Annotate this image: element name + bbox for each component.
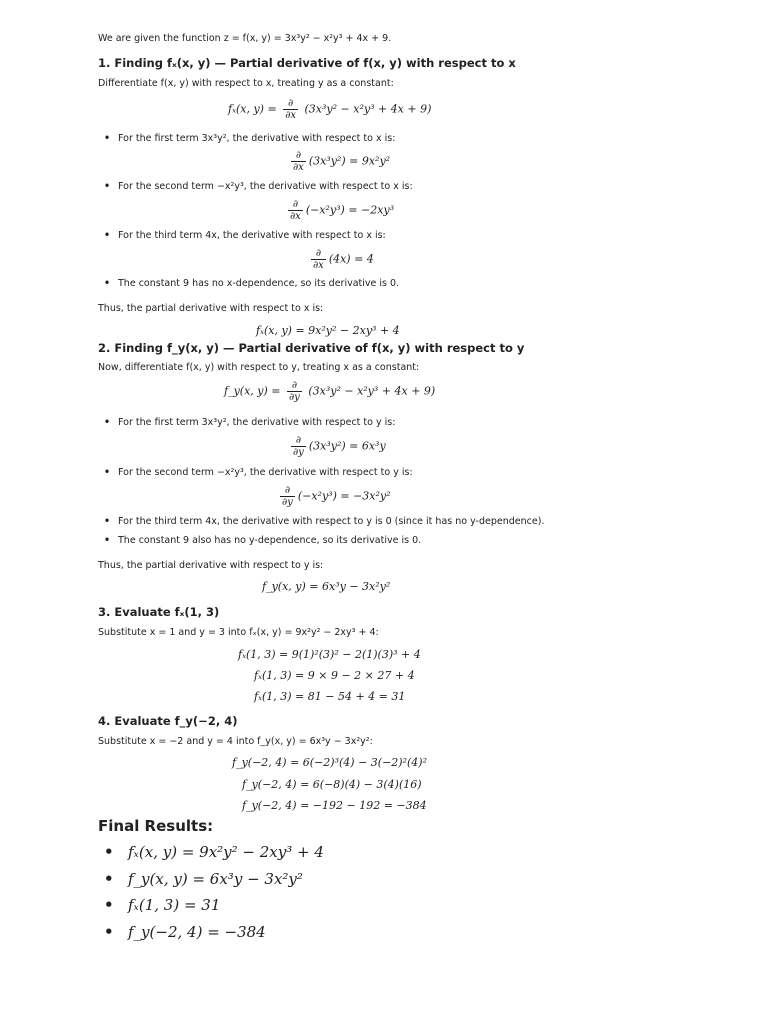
list-item: • f_y(x, y) = 6x³y − 3x²y² bbox=[104, 870, 303, 888]
section-1-intro: Differentiate f(x, y) with respect to x, treating y as a constant: bbox=[98, 78, 394, 89]
section-4-intro: Substitute x = −2 and y = 4 into f_y(x, y) = 6x³y − 3x²y²: bbox=[98, 736, 373, 747]
partial-x-operator: $\frac{\partial}{\partial x}$ bbox=[293, 150, 304, 173]
section-1-main-equation bbox=[228, 98, 431, 121]
section-2-term-1-equation: $\frac{\partial}{\partial y}$ (3x³y²) = 6x³y bbox=[293, 435, 386, 458]
section-1-heading: 1. Finding fₓ(x, y) — Partial derivative of f(x, y) with respect to x bbox=[98, 56, 516, 70]
section-4-heading: 4. Evaluate f_y(−2, 4) bbox=[98, 714, 238, 728]
list-item: • For the first term 3x³y², the derivative with respect to y is: bbox=[104, 417, 396, 428]
list-item: • The constant 9 also has no y-dependence, so its derivative is 0. bbox=[104, 535, 422, 546]
list-item: • For the first term 3x³y², the derivative with respect to x is: bbox=[104, 133, 396, 144]
list-item: • For the second term −x²y³, the derivative with respect to x is: bbox=[104, 181, 413, 192]
section-1-thus: Thus, the partial derivative with respect to x is: bbox=[98, 303, 324, 314]
section-2-term-2-equation: $\frac{\partial}{\partial y}$ (−x²y³) = −3x²y² bbox=[282, 485, 391, 508]
section-3-intro: Substitute x = 1 and y = 3 into fₓ(x, y) = 9x²y² − 2xy³ + 4: bbox=[98, 627, 379, 638]
list-item: • fₓ(1, 3) = 31 bbox=[104, 896, 221, 914]
equation-lhs: f_y(x, y) = bbox=[224, 384, 281, 398]
section-3-heading: 3. Evaluate fₓ(1, 3) bbox=[98, 605, 220, 619]
list-item: • For the third term 4x, the derivative with respect to x is: bbox=[104, 230, 386, 241]
section-4-line-3: f_y(−2, 4) = −192 − 192 = −384 bbox=[242, 799, 427, 812]
partial-y-operator: $\frac{\partial}{\partial y}$ bbox=[282, 485, 293, 508]
section-1-term-1-equation: $\frac{\partial}{\partial x}$ (3x³y²) = 9x²y² bbox=[293, 150, 391, 173]
section-3-line-3: fₓ(1, 3) = 81 − 54 + 4 = 31 bbox=[254, 690, 406, 703]
section-3-line-1: fₓ(1, 3) = 9(1)²(3)² − 2(1)(3)³ + 4 bbox=[238, 648, 421, 661]
equation-rhs: (3x³y² − x²y³ + 4x + 9) bbox=[308, 384, 436, 398]
partial-y-operator: $\frac{\partial}{\partial y}$ bbox=[289, 380, 300, 403]
list-item: • f_y(−2, 4) = −384 bbox=[104, 923, 266, 941]
section-4-line-2: f_y(−2, 4) = 6(−8)(4) − 3(4)(16) bbox=[242, 778, 422, 791]
partial-x-operator: $\frac{\partial}{\partial x}$ bbox=[290, 199, 301, 222]
list-item: • The constant 9 has no x-dependence, so its derivative is 0. bbox=[104, 278, 400, 289]
list-item: • For the second term −x²y³, the derivative with respect to y is: bbox=[104, 467, 413, 478]
list-item: • For the third term 4x, the derivative with respect to y is 0 (since it has no y-dependence). bbox=[104, 516, 545, 527]
partial-x-operator: $\frac{\partial}{\partial x}$ bbox=[285, 98, 296, 121]
section-2-thus: Thus, the partial derivative with respect to y is: bbox=[98, 560, 324, 571]
final-results-heading: Final Results: bbox=[98, 817, 214, 835]
section-2-main-equation bbox=[224, 380, 435, 403]
partial-y-operator: $\frac{\partial}{\partial y}$ bbox=[293, 435, 304, 458]
partial-x-operator: $\frac{\partial}{\partial x}$ bbox=[313, 248, 324, 271]
equation-lhs: fₓ(x, y) = bbox=[228, 102, 277, 116]
section-2-result: f_y(x, y) = 6x³y − 3x²y² bbox=[262, 580, 391, 593]
section-4-line-1: f_y(−2, 4) = 6(−2)³(4) − 3(−2)²(4)² bbox=[232, 756, 427, 769]
section-2-heading: 2. Finding f_y(x, y) — Partial derivative of f(x, y) with respect to y bbox=[98, 341, 525, 355]
section-1-term-2-equation: $\frac{\partial}{\partial x}$ (−x²y³) = −2xy³ bbox=[290, 199, 395, 222]
section-2-intro: Now, differentiate f(x, y) with respect to y, treating x as a constant: bbox=[98, 362, 420, 373]
list-item: • fₓ(x, y) = 9x²y² − 2xy³ + 4 bbox=[104, 843, 324, 861]
section-1-result: fₓ(x, y) = 9x²y² − 2xy³ + 4 bbox=[256, 324, 400, 337]
equation-rhs: (3x³y² − x²y³ + 4x + 9) bbox=[304, 102, 432, 116]
section-1-term-3-equation: $\frac{\partial}{\partial x}$ (4x) = 4 bbox=[313, 248, 374, 271]
intro-text: We are given the function z = f(x, y) = 3x³y² − x²y³ + 4x + 9. bbox=[98, 33, 392, 44]
section-3-line-2: fₓ(1, 3) = 9 × 9 − 2 × 27 + 4 bbox=[254, 669, 415, 682]
